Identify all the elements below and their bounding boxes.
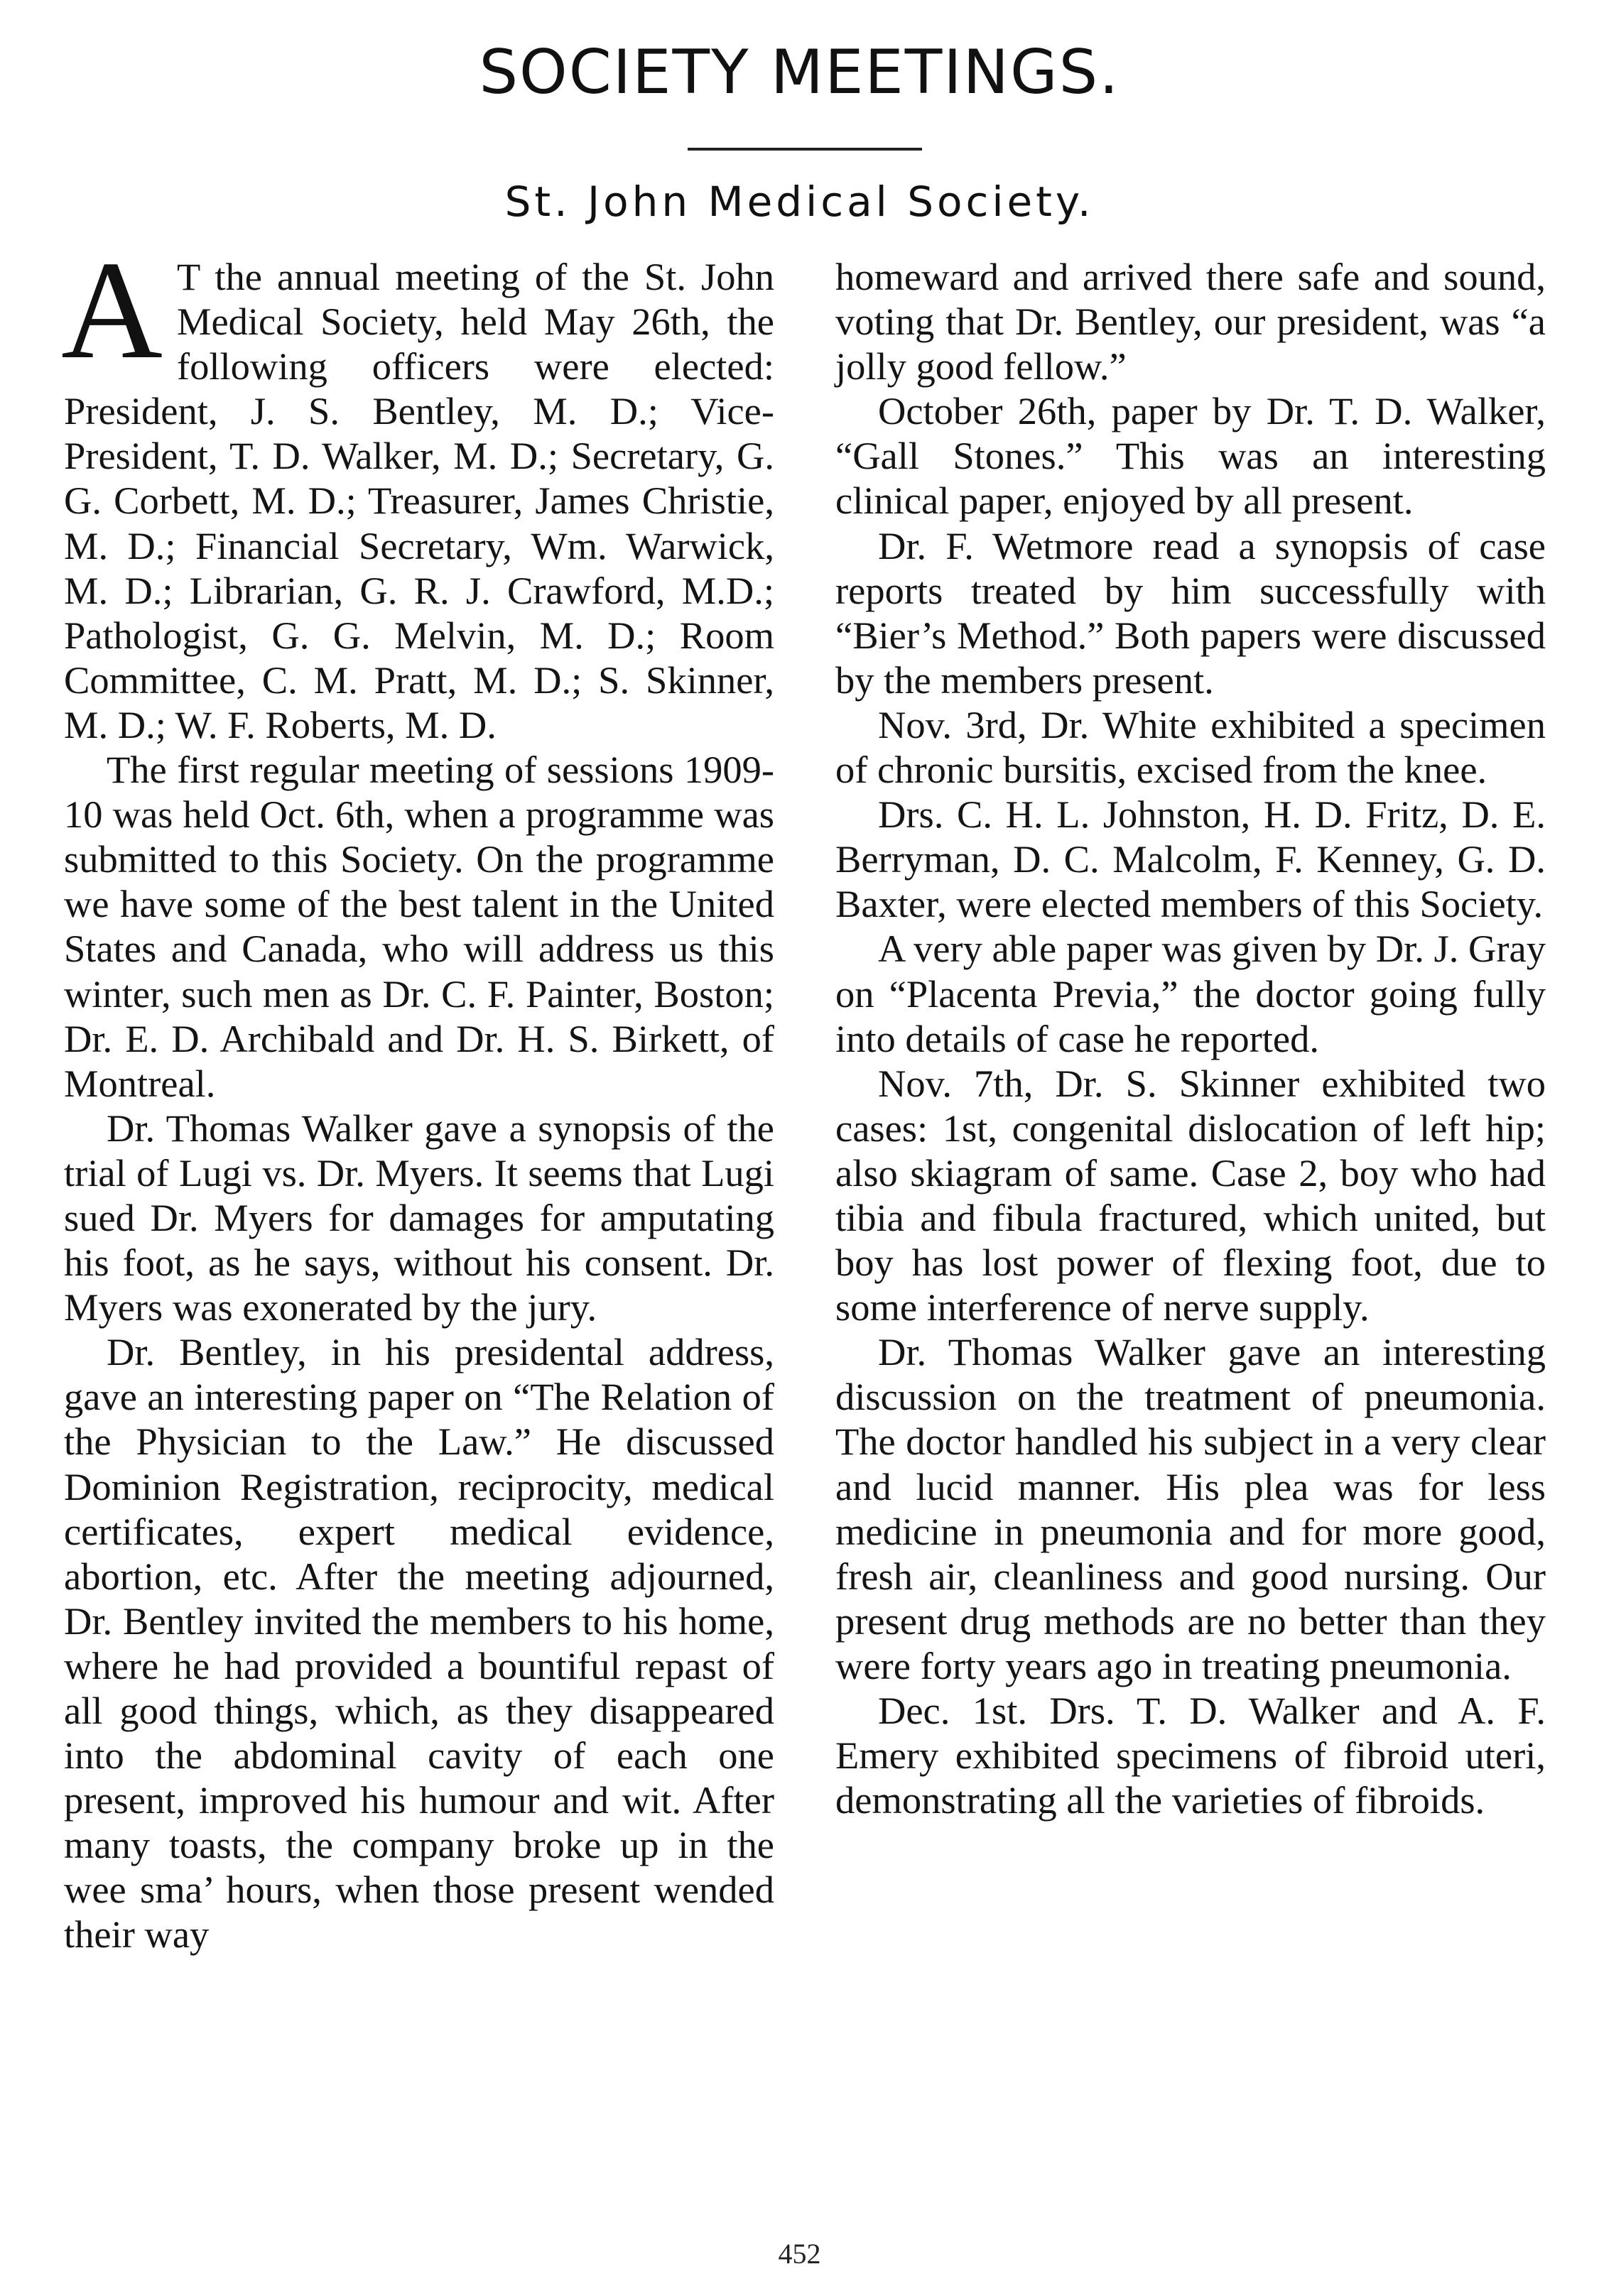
paragraph: Dec. 1st. Drs. T. D. Walker and A. F. Emery exhibited specimens of fibroid uteri, demonstrating all the varieties of fibroids. [835, 1689, 1546, 1822]
paragraph: Drs. C. H. L. Johnston, H. D. Fritz, D. E. Berryman, D. C. Malcolm, F. Kenney, G. D. Baxter, were elected members of this Society. [835, 793, 1546, 926]
left-column [61, 232, 774, 1957]
paragraph: The first regular meeting of sessions 1909-10 was held Oct. 6th, when a programme was submitted to this Society. On the programme we have some of the best talent in the United States and Canada, who will address us this winter, such men as Dr. C. F. Painter, Boston; Dr. E. D. Archibald and Dr. H. S. Birkett, of Montreal. [64, 748, 774, 1105]
paragraph: A very able paper was given by Dr. J. Gray on “Placenta Previa,” the doctor going fully into details of case he reported. [835, 927, 1546, 1060]
section-heading: St. John Medical Society. [504, 178, 1095, 226]
paragraph: Dr. Thomas Walker gave an interesting discussion on the treatment of pneumonia. The doctor handled his subject in a very clear and lucid manner. His plea was for less medicine in pneumonia and for more good, fresh air, cleanliness and good nursing. Our present drug methods are no better than they were forty years ago in treating pneumonia. [835, 1330, 1546, 1687]
page-number: 452 [778, 2238, 821, 2270]
paragraph [61, 232, 774, 747]
page-title: SOCIETY MEETINGS. [479, 37, 1120, 108]
paragraph: Dr. Thomas Walker gave a synopsis of the trial of Lugi vs. Dr. Myers. It seems that Lugi sued Dr. Myers for damages for amputating his foot, as he says, without his consent. Dr. Myers was exonerated by the jury. [64, 1106, 774, 1329]
paragraph: Nov. 7th, Dr. S. Skinner exhibited two cases: 1st, congenital dislocation of left hip; also skiagram of same. Case 2, boy who had tibia and fibula fractured, which united, but boy has lost power of flexing foot, due to some interference of nerve supply. [835, 1061, 1546, 1329]
title-divider [688, 148, 922, 151]
paragraph: Dr. Bentley, in his presidental address, gave an interesting paper on “The Relation of the Physician to the Law.” He discussed Dominion Registration, reciprocity, medical certificates, expert medical evidence, abortion, etc. After the meeting adjourned, Dr. Bentley invited the members to his home, where he had provided a bountiful repast of all good things, which, as they disappeared into the abdominal cavity of each one present, improved his humour and wit. After many toasts, the company broke up in the wee sma’ hours, when those present wended their way [64, 1330, 774, 1957]
paragraph: homeward and arrived there safe and sound, voting that Dr. Bentley, our president, was “a jolly good fellow.” [835, 255, 1546, 388]
drop-cap: A [61, 232, 163, 388]
paragraph-text: T the annual meeting of the St. John Medical Society, held May 26th, the following officers were elected: President, J. S. Bentley, M. D.; Vice-President, T. D. Walker, M. D.; Secretary, G. G. Corbett, M. D.; Treasurer, James Christie, M. D.; Financial Secretary, Wm. Warwick, M. D.; Librarian, G. R. J. Crawford, M.D.; Pathologist, G. G. Melvin, M. D.; Room Committee, C. M. Pratt, M. D.; S. Skinner, M. D.; W. F. Roberts, M. D. [64, 255, 774, 746]
paragraph: Nov. 3rd, Dr. White exhibited a specimen of chronic bursitis, excised from the knee. [835, 702, 1546, 792]
right-column [835, 254, 1546, 1822]
paragraph: Dr. F. Wetmore read a synopsis of case reports treated by him successfully with “Bier’s Method.” Both papers were discussed by the members present. [835, 523, 1546, 702]
paragraph: October 26th, paper by Dr. T. D. Walker, “Gall Stones.” This was an interesting clinical paper, enjoyed by all present. [835, 389, 1546, 523]
